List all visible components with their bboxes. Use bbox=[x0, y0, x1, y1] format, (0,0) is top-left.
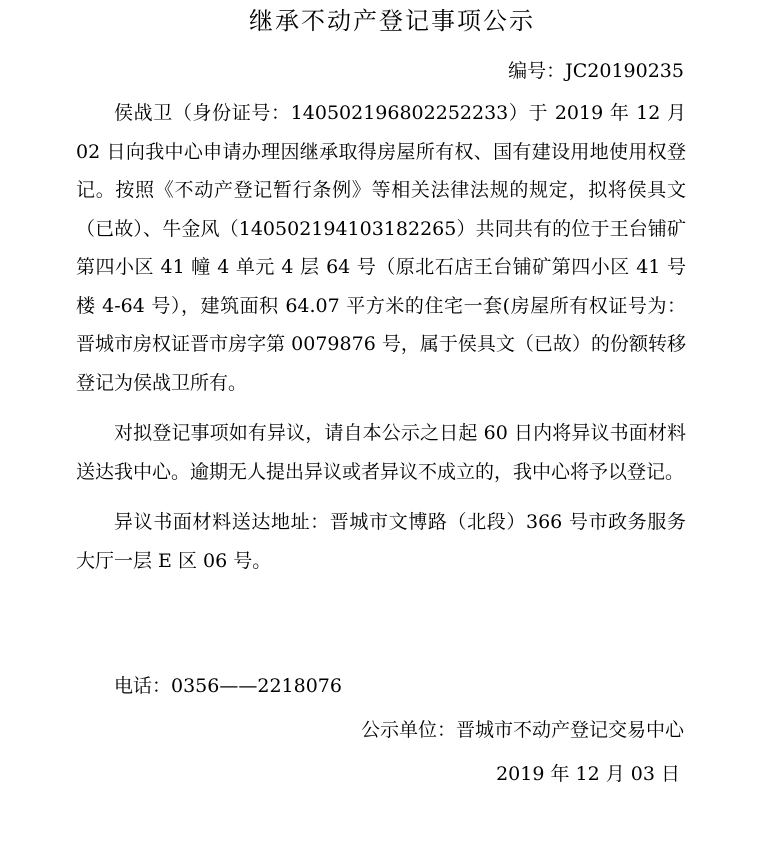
contact-phone: 电话：0356——2218076 bbox=[114, 675, 342, 697]
notice-title: 继承不动产登记事项公示 bbox=[249, 7, 535, 35]
paragraph-registration-details: 侯战卫（身份证号：140502196802252233）于 2019 年 12 月 02 日向我中心申请办理因继承取得房屋所有权、国有建设用地使用权登记。按照《不动产登记暂行条例》等相关法律法规的规定，拟将侯具文（已故）、牛金风（140502194103182265）共同共有的位于王台铺矿第四小区 41 幢 4 单元 4 层 64 号（原北石店王台铺矿第四小区 41 号楼 4-64 号），建筑面积 64.07 平方米的住宅一套(房屋所有权证号为：晋城市房权证晋市房字第 0079876 号，属于侯具文（已故）的份额转移登记为侯战卫所有。 bbox=[76, 102, 686, 394]
notice-date: 2019 年 12 月 03 日 bbox=[496, 763, 680, 785]
paragraph-objection-period: 对拟登记事项如有异议，请自本公示之日起 60 日内将异议书面材料送达我中心。逾期无人提出异议或者异议不成立的，我中心将予以登记。 bbox=[76, 422, 686, 483]
paragraph-objection-address: 异议书面材料送达地址：晋城市文博路（北段）366 号市政务服务大厅一层 E 区 06 号。 bbox=[76, 511, 686, 572]
notice-reference-number: 编号：JC20190235 bbox=[508, 60, 684, 82]
notice-body bbox=[76, 94, 686, 580]
paragraph-spacer bbox=[76, 491, 686, 503]
paragraph-spacer bbox=[76, 402, 686, 414]
issuing-unit: 公示单位：晋城市不动产登记交易中心 bbox=[360, 719, 684, 741]
